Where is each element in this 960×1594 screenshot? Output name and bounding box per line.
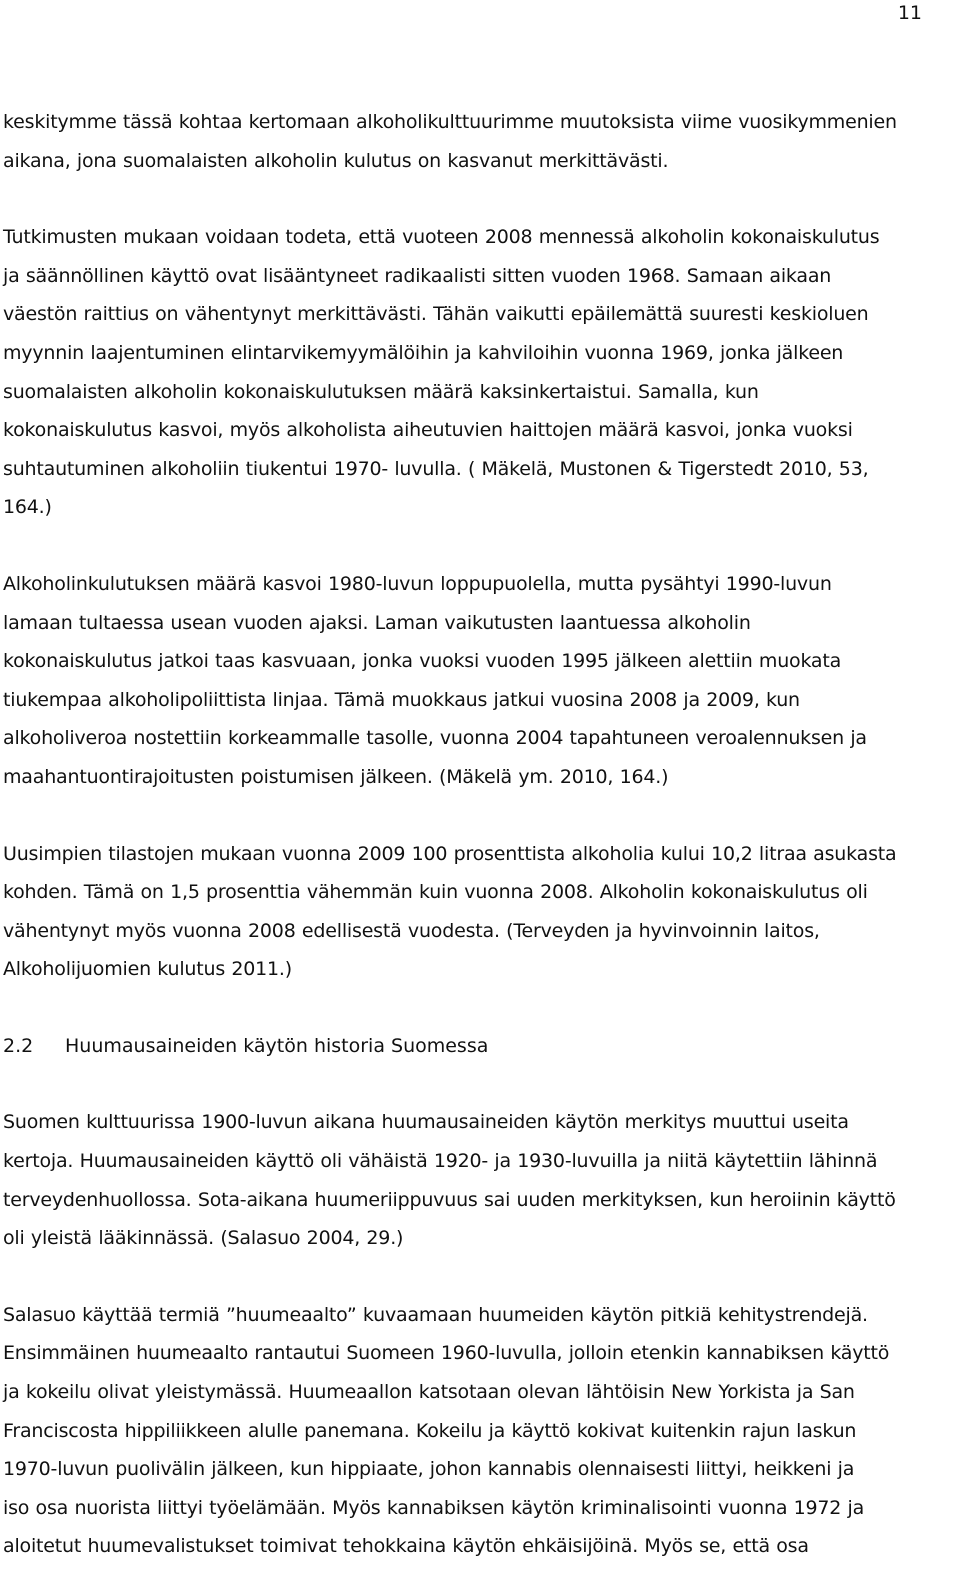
text-line: Alkoholijuomien kulutus 2011.) xyxy=(3,958,292,981)
text-line: vähentynyt myös vuonna 2008 edellisestä vuodesta. (Terveyden ja hyvinvoinnin laitos, xyxy=(3,919,820,942)
text-line: Uusimpien tilastojen mukaan vuonna 2009 100 prosenttista alkoholia kului 10,2 litraa asukasta xyxy=(3,842,897,865)
text-line: 164.) xyxy=(3,496,52,519)
text-line: myynnin laajentuminen elintarvikemyymälöihin ja kahviloihin vuonna 1969, jonka jälkeen xyxy=(3,341,844,364)
text-line: aloitetut huumevalistukset toimivat tehokkaina käytön ehkäisijöinä. Myös se, että osa xyxy=(3,1535,809,1558)
text-line: kertoja. Huumausaineiden käyttö oli vähäistä 1920- ja 1930-luvuilla ja niitä käytettiin lähinnä xyxy=(3,1150,878,1173)
text-line: aikana, jona suomalaisten alkoholin kulutus on kasvanut merkittävästi. xyxy=(3,149,669,172)
text-line: 1970-luvun puolivälin jälkeen, kun hippiaate, johon kannabis olennaisesti liittyi, heikkeni ja xyxy=(3,1458,855,1481)
text-line: kokonaiskulutus jatkoi taas kasvuaan, jonka vuoksi vuoden 1995 jälkeen alettiin muokata xyxy=(3,650,842,673)
text-line: ja kokeilu olivat yleistymässä. Huumeaallon katsotaan olevan lähtöisin New Yorkista ja San xyxy=(3,1381,855,1404)
document-body xyxy=(3,103,951,1566)
section-heading xyxy=(3,1027,951,1066)
text-line: Franciscosta hippiliikkeen alulle panemana. Kokeilu ja käyttö kokivat kuitenkin rajun laskun xyxy=(3,1419,857,1442)
paragraph-5 xyxy=(3,1103,951,1257)
text-line: Alkoholinkulutuksen määrä kasvoi 1980-luvun loppupuolella, mutta pysähtyi 1990-luvun xyxy=(3,572,832,595)
text-line: alkoholiveroa nostettiin korkeammalle tasolle, vuonna 2004 tapahtuneen veroalennuksen ja xyxy=(3,727,867,750)
text-line: Suomen kulttuurissa 1900-luvun aikana huumausaineiden käytön merkitys muuttui useita xyxy=(3,1111,849,1134)
text-line: ja säännöllinen käyttö ovat lisääntyneet radikaalisti sitten vuoden 1968. Samaan aikaan xyxy=(3,264,832,287)
text-line: suhtautuminen alkoholiin tiukentui 1970- luvulla. ( Mäkelä, Mustonen & Tigerstedt 2010, 53, xyxy=(3,457,869,480)
text-line: maahantuontirajoitusten poistumisen jälkeen. (Mäkelä ym. 2010, 164.) xyxy=(3,765,669,788)
text-line: suomalaisten alkoholin kokonaiskulutuksen määrä kaksinkertaistui. Samalla, kun xyxy=(3,380,759,403)
section-title: Huumausaineiden käytön historia Suomessa xyxy=(65,1034,489,1057)
paragraph-4 xyxy=(3,835,951,989)
text-line: Ensimmäinen huumeaalto rantautui Suomeen 1960-luvulla, jolloin etenkin kannabiksen käyttö xyxy=(3,1342,890,1365)
section-number: 2.2 xyxy=(3,1034,34,1057)
paragraph-2 xyxy=(3,218,951,527)
text-line: tiukempaa alkoholipoliittista linjaa. Tämä muokkaus jatkui vuosina 2008 ja 2009, kun xyxy=(3,688,800,711)
text-line: kohden. Tämä on 1,5 prosenttia vähemmän kuin vuonna 2008. Alkoholin kokonaiskulutus oli xyxy=(3,881,868,904)
paragraph-6 xyxy=(3,1296,951,1566)
text-line: väestön raittius on vähentynyt merkittävästi. Tähän vaikutti epäilemättä suuresti keskioluen xyxy=(3,303,869,326)
text-line: lamaan tultaessa usean vuoden ajaksi. Laman vaikutusten laantuessa alkoholin xyxy=(3,611,751,634)
text-line: oli yleistä lääkinnässä. (Salasuo 2004, 29.) xyxy=(3,1227,404,1250)
text-line: keskitymme tässä kohtaa kertomaan alkoholikulttuurimme muutoksista viime vuosikymmenien xyxy=(3,111,897,133)
page-number: 11 xyxy=(897,2,922,24)
text-line: Tutkimusten mukaan voidaan todeta, että vuoteen 2008 mennessä alkoholin kokonaiskulutus xyxy=(3,226,880,249)
text-line: kokonaiskulutus kasvoi, myös alkoholista aiheutuvien haittojen määrä kasvoi, jonka vuoksi xyxy=(3,419,853,442)
text-line: iso osa nuorista liittyi työelämään. Myös kannabiksen käytön kriminalisointi vuonna 1972 ja xyxy=(3,1496,865,1519)
paragraph-3 xyxy=(3,565,951,797)
text-line: Salasuo käyttää termiä ”huumeaalto” kuvaamaan huumeiden käytön pitkiä kehitystrendejä. xyxy=(3,1303,868,1326)
paragraph-1 xyxy=(3,103,951,180)
text-line: terveydenhuollossa. Sota-aikana huumeriippuvuus sai uuden merkityksen, kun heroiinin käyttö xyxy=(3,1188,896,1211)
